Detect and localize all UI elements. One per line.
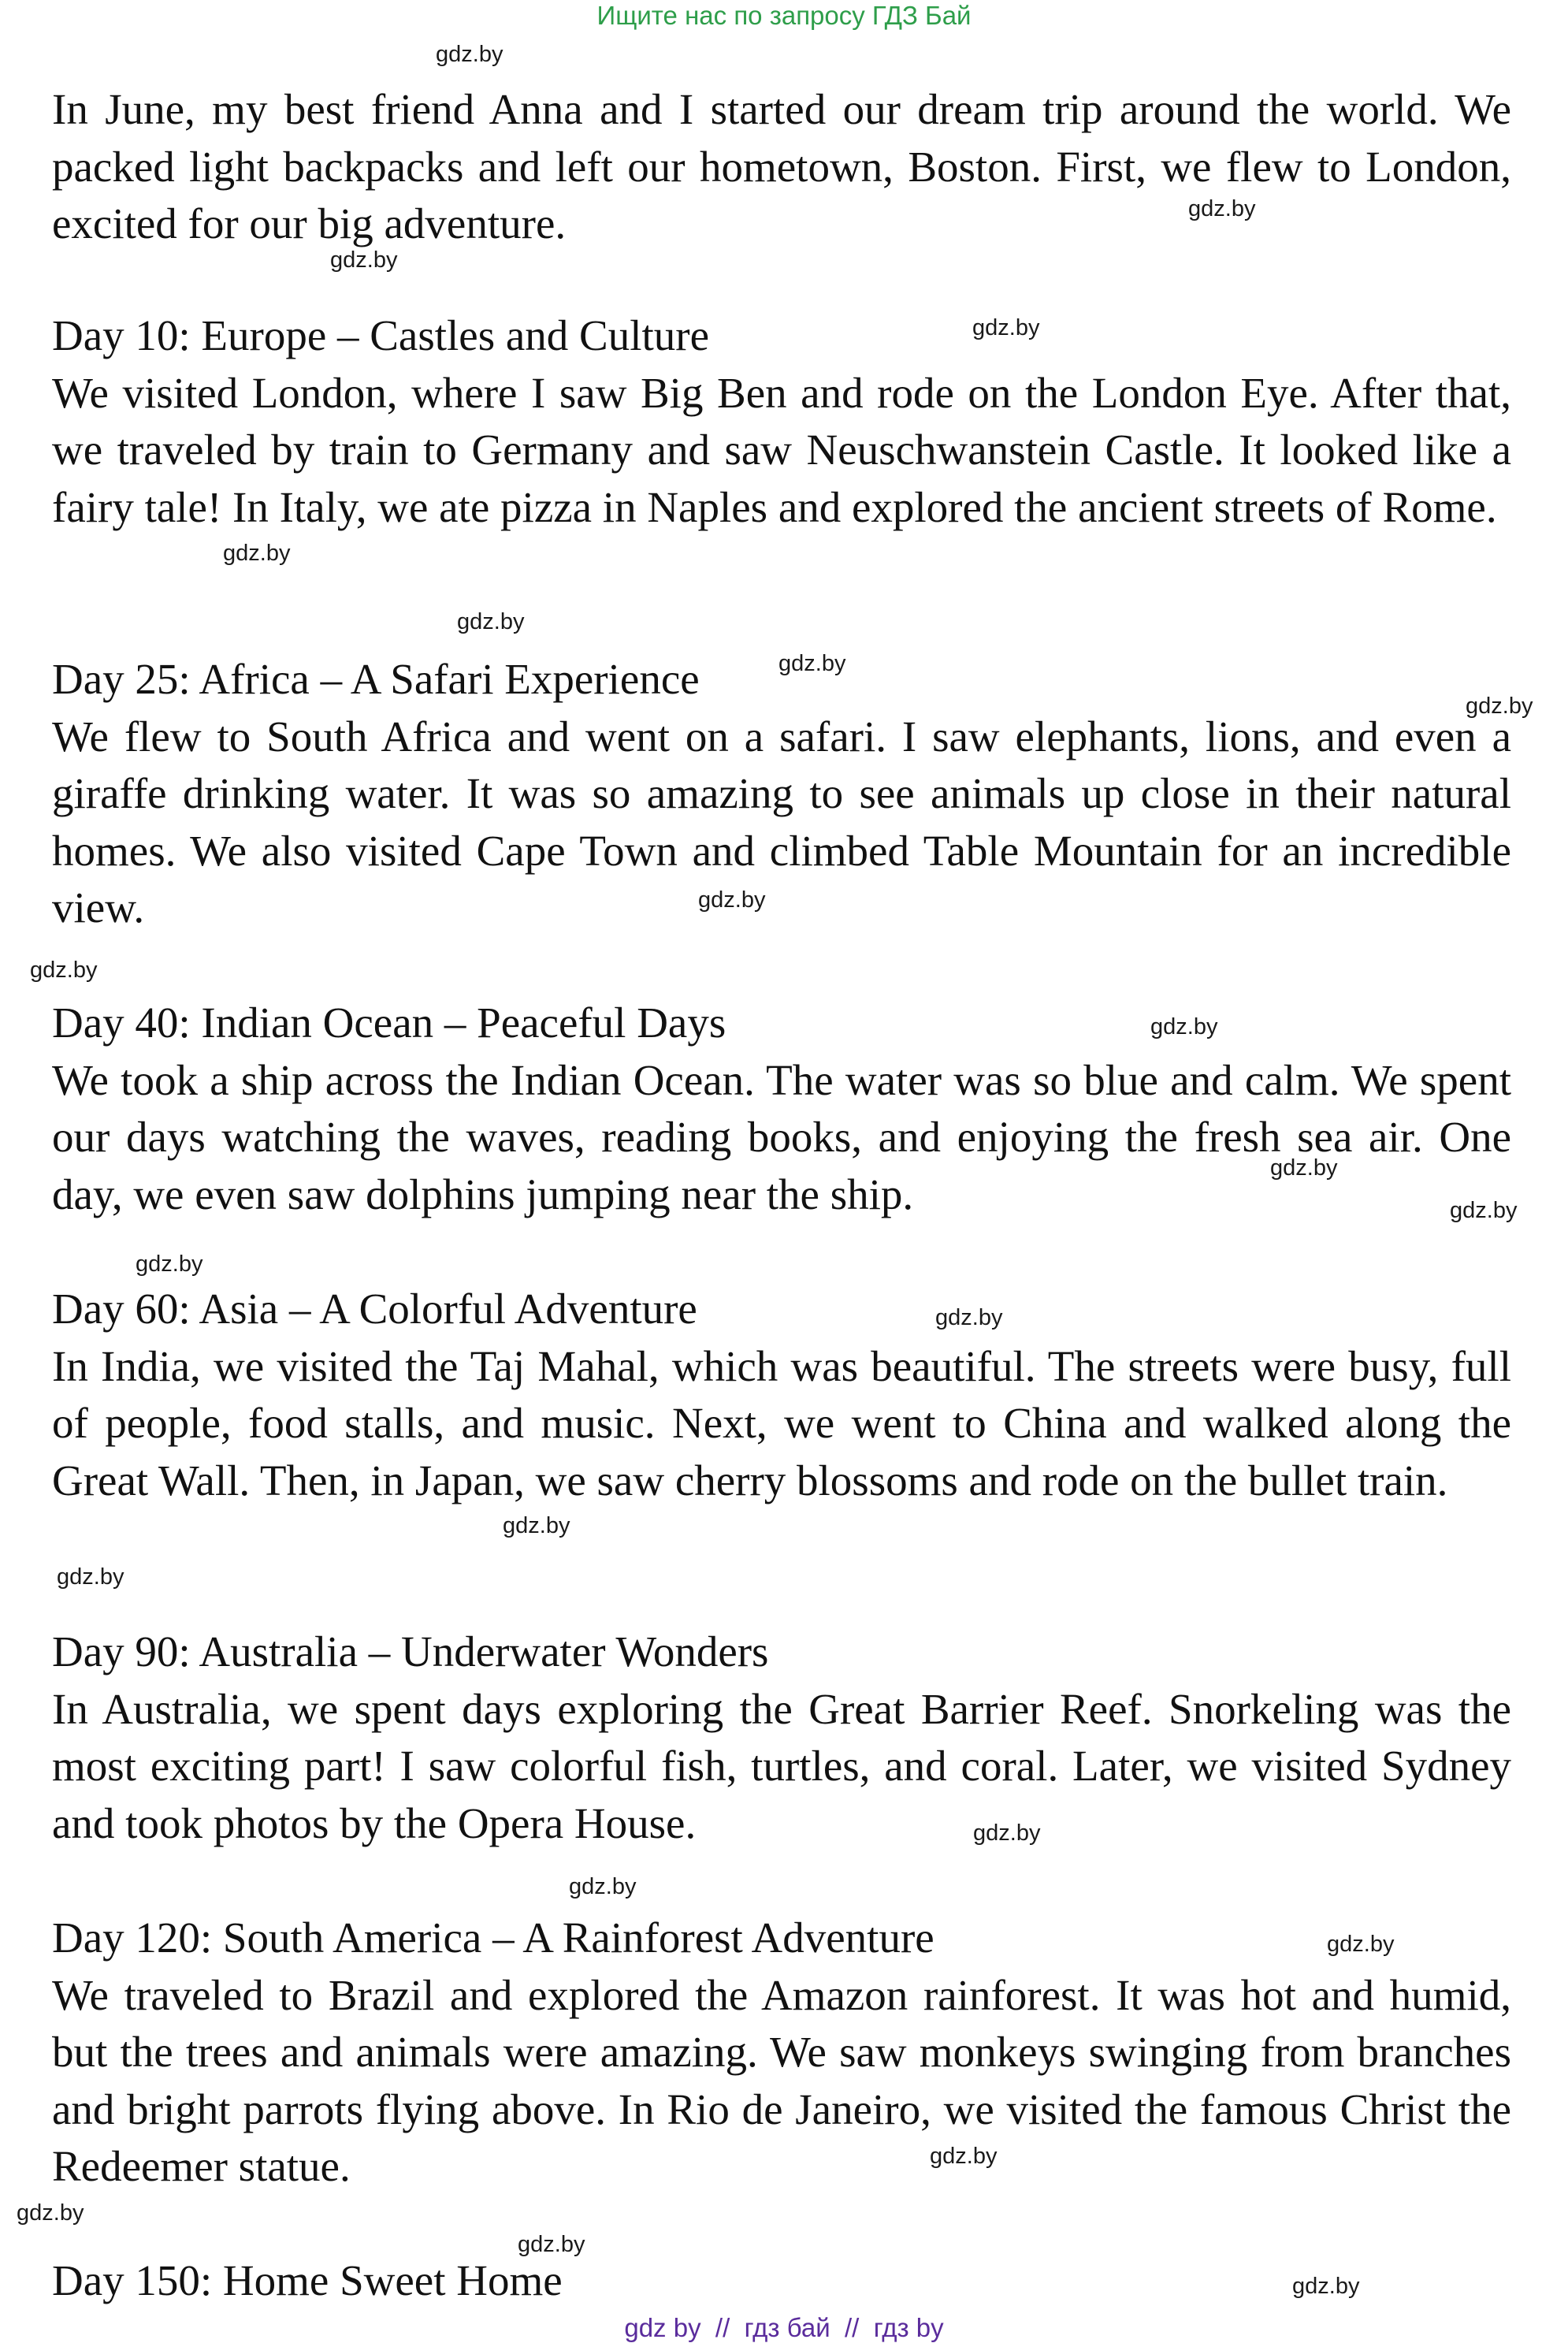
- watermark: gdz.by: [436, 42, 503, 67]
- section-heading: Day 60: Asia – A Colorful Adventure: [52, 1285, 697, 1333]
- section-day-60: [52, 1281, 1511, 1509]
- section-paragraph: In India, we visited the Taj Mahal, which was beautiful. The streets were busy, full of people, food stalls, and music. Next, we went to China and walked along the Great Wall. Then, in Japan, we saw cherry blossoms and rode on the bullet train.: [52, 1341, 1511, 1504]
- section-day-25: [52, 651, 1511, 937]
- watermark: gdz.by: [57, 1564, 124, 1590]
- section-paragraph: We took a ship across the Indian Ocean. The water was so blue and calm. We spent our days watching the waves, reading books, and enjoying the fresh sea air. One day, we even saw dolphins jumping near the ship.: [52, 1055, 1511, 1218]
- footer-link-gdz-by-cyr[interactable]: гдз by: [873, 2313, 944, 2342]
- watermark: gdz.by: [503, 1513, 570, 1538]
- section-day-10: [52, 307, 1511, 536]
- top-banner-link[interactable]: Ищите нас по запросу ГДЗ Бай: [596, 1, 972, 30]
- footer-link-gdz-bai[interactable]: гдз бай: [744, 2313, 830, 2342]
- section-heading: Day 25: Africa – A Safari Experience: [52, 655, 700, 703]
- watermark: gdz.by: [223, 541, 291, 566]
- footer: [0, 2312, 1568, 2343]
- section-day-120: [52, 1910, 1511, 2196]
- watermark: gdz.by: [17, 2200, 84, 2226]
- section-heading: Day 90: Australia – Underwater Wonders: [52, 1627, 769, 1675]
- intro-block: [52, 81, 1511, 253]
- watermark: gdz.by: [930, 2144, 998, 2169]
- watermark: gdz.by: [1327, 1932, 1395, 1957]
- watermark: gdz.by: [972, 315, 1040, 340]
- section-paragraph: We traveled to Brazil and explored the Amazon rainforest. It was hot and humid, but the trees and animals were amazing. We saw monkeys swinging from branches and bright parrots flying above. In Rio de Janeiro, we visited the famous Christ the Redeemer statue.: [52, 1970, 1511, 2190]
- watermark: gdz.by: [330, 247, 398, 273]
- section-paragraph: We visited London, where I saw Big Ben and rode on the London Eye. After that, we traveled by train to Germany and saw Neuschwanstein Castle. It looked like a fairy tale! In Italy, we ate pizza in Naples and explored the ancient streets of Rome.: [52, 368, 1511, 531]
- watermark: gdz.by: [518, 2232, 585, 2257]
- watermark: gdz.by: [1150, 1014, 1218, 1039]
- section-paragraph: In Australia, we spent days exploring the Great Barrier Reef. Snorkeling was the most exciting part! I saw colorful fish, turtles, and coral. Later, we visited Sydney and took photos by the Opera House.: [52, 1684, 1511, 1847]
- section-day-90: [52, 1623, 1511, 1852]
- watermark: gdz.by: [1270, 1155, 1338, 1181]
- watermark: gdz.by: [778, 651, 846, 676]
- section-heading: Day 150: Home Sweet Home: [52, 2256, 563, 2304]
- watermark: gdz.by: [1450, 1198, 1518, 1223]
- watermark: gdz.by: [973, 1820, 1041, 1846]
- watermark: gdz.by: [1188, 196, 1256, 221]
- watermark: gdz.by: [457, 609, 525, 634]
- section-heading: Day 120: South America – A Rainforest Adventure: [52, 1913, 934, 1962]
- footer-separator: //: [715, 2313, 730, 2342]
- watermark: gdz.by: [698, 887, 766, 913]
- intro-paragraph: In June, my best friend Anna and I started our dream trip around the world. We packed light backpacks and left our hometown, Boston. First, we flew to London, excited for our big adventure.: [52, 85, 1511, 247]
- footer-link-gdz-by[interactable]: gdz by: [624, 2313, 701, 2342]
- section-day-40: [52, 995, 1511, 1223]
- section-paragraph: We flew to South Africa and went on a safari. I saw elephants, lions, and even a giraffe drinking water. It was so amazing to see animals up close in their natural homes. We also visited Cape Town and climbed Table Mountain for an incredible view.: [52, 712, 1511, 932]
- watermark: gdz.by: [935, 1305, 1003, 1330]
- section-heading: Day 10: Europe – Castles and Culture: [52, 311, 709, 359]
- watermark: gdz.by: [136, 1251, 203, 1277]
- watermark: gdz.by: [1292, 2274, 1360, 2299]
- watermark: gdz.by: [30, 958, 98, 983]
- footer-separator: //: [845, 2313, 860, 2342]
- watermark: gdz.by: [1466, 694, 1533, 719]
- section-heading: Day 40: Indian Ocean – Peaceful Days: [52, 999, 726, 1047]
- watermark: gdz.by: [569, 1874, 637, 1899]
